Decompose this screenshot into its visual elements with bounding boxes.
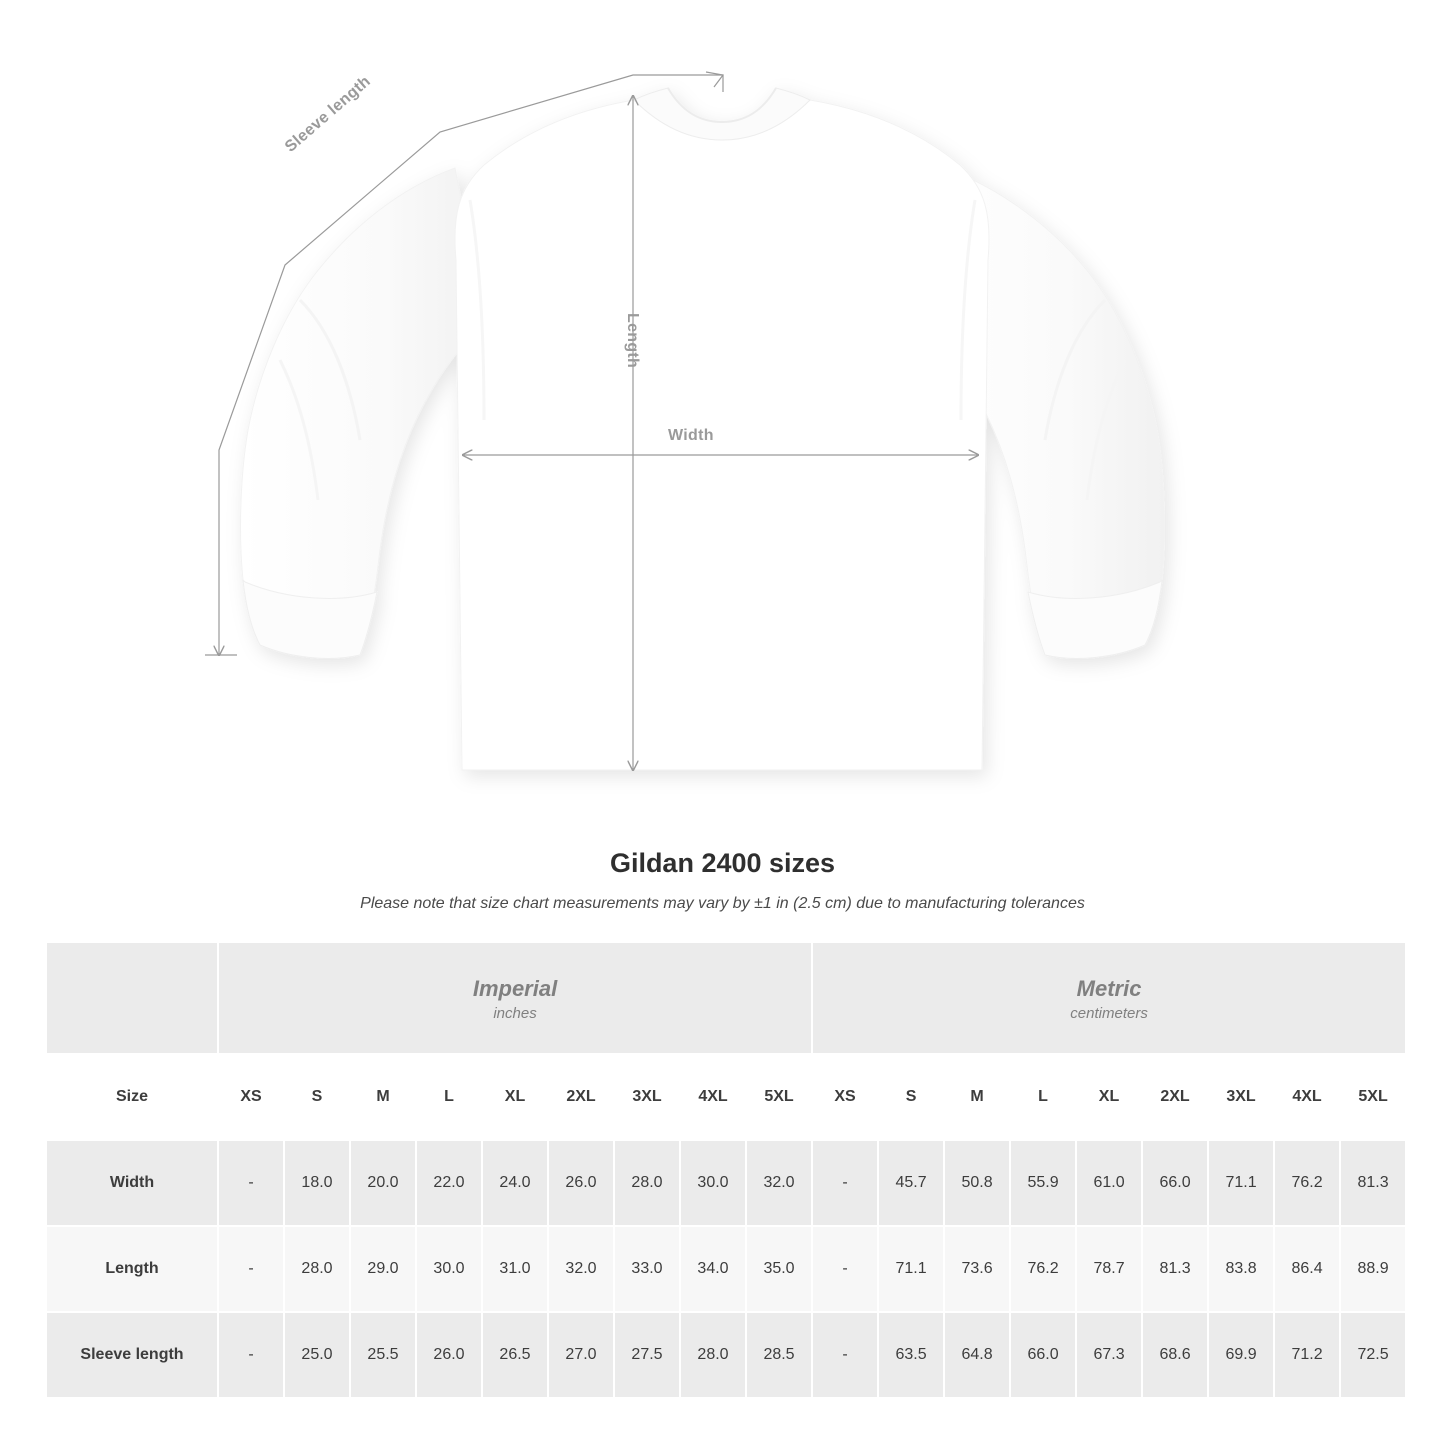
cell-width-imperial-3xl: 28.0 xyxy=(614,1140,680,1226)
cell-width-imperial-5xl: 32.0 xyxy=(746,1140,812,1226)
cell-sleeve-metric-xs: - xyxy=(812,1312,878,1398)
table-row xyxy=(46,1226,1406,1312)
cell-sleeve-imperial-3xl: 27.5 xyxy=(614,1312,680,1398)
unit-group-row xyxy=(46,942,1406,1054)
size-header-metric-2xl: 2XL xyxy=(1142,1054,1208,1140)
unit-group-metric-name: Metric xyxy=(1076,976,1142,1002)
page-title: Gildan 2400 sizes xyxy=(609,848,836,878)
cell-length-imperial-5xl: 35.0 xyxy=(746,1226,812,1312)
cell-width-imperial-4xl: 30.0 xyxy=(680,1140,746,1226)
cell-width-metric-4xl: 76.2 xyxy=(1274,1140,1340,1226)
cell-width-imperial-l: 22.0 xyxy=(416,1140,482,1226)
cell-width-metric-5xl: 81.3 xyxy=(1340,1140,1406,1226)
size-header-imperial-5xl: 5XL xyxy=(746,1054,812,1140)
cell-length-imperial-3xl: 33.0 xyxy=(614,1226,680,1312)
size-header-imperial-s: S xyxy=(284,1054,350,1140)
unit-group-imperial xyxy=(218,942,812,1054)
size-header-imperial-3xl: 3XL xyxy=(614,1054,680,1140)
cell-width-imperial-2xl: 26.0 xyxy=(548,1140,614,1226)
sleeve-length-measure-label: Sleeve length xyxy=(282,72,374,156)
size-header-metric-m: M xyxy=(944,1054,1010,1140)
cell-length-imperial-xs: - xyxy=(218,1226,284,1312)
size-header-imperial-4xl: 4XL xyxy=(680,1054,746,1140)
cell-sleeve-metric-4xl: 71.2 xyxy=(1274,1312,1340,1398)
unit-group-metric xyxy=(812,942,1406,1054)
size-header-label: Size xyxy=(46,1054,218,1140)
cell-length-metric-3xl: 83.8 xyxy=(1208,1226,1274,1312)
size-header-row xyxy=(46,1054,1406,1140)
cell-length-metric-xs: - xyxy=(812,1226,878,1312)
cell-length-imperial-l: 30.0 xyxy=(416,1226,482,1312)
cell-length-metric-4xl: 86.4 xyxy=(1274,1226,1340,1312)
cell-width-imperial-xl: 24.0 xyxy=(482,1140,548,1226)
cell-length-metric-l: 76.2 xyxy=(1010,1226,1076,1312)
cell-width-metric-2xl: 66.0 xyxy=(1142,1140,1208,1226)
cell-sleeve-imperial-5xl: 28.5 xyxy=(746,1312,812,1398)
table-row xyxy=(46,1140,1406,1226)
cell-width-imperial-xs: - xyxy=(218,1140,284,1226)
cell-sleeve-imperial-l: 26.0 xyxy=(416,1312,482,1398)
size-header-metric-xs: XS xyxy=(812,1054,878,1140)
size-header-imperial-l: L xyxy=(416,1054,482,1140)
cell-width-metric-m: 50.8 xyxy=(944,1140,1010,1226)
cell-sleeve-metric-xl: 67.3 xyxy=(1076,1312,1142,1398)
size-header-imperial-m: M xyxy=(350,1054,416,1140)
size-header-metric-5xl: 5XL xyxy=(1340,1054,1406,1140)
size-header-imperial-2xl: 2XL xyxy=(548,1054,614,1140)
cell-length-metric-m: 73.6 xyxy=(944,1226,1010,1312)
cell-width-metric-3xl: 71.1 xyxy=(1208,1140,1274,1226)
length-measure-label: Length xyxy=(624,313,641,369)
unit-group-imperial-name: Imperial xyxy=(472,976,558,1002)
width-measure-label: Width xyxy=(668,427,714,444)
unit-group-imperial-subtitle: inches xyxy=(493,1004,537,1022)
size-chart-table-wrapper xyxy=(45,941,1400,1399)
cell-width-metric-xs: - xyxy=(812,1140,878,1226)
cell-sleeve-imperial-2xl: 27.0 xyxy=(548,1312,614,1398)
cell-width-metric-xl: 61.0 xyxy=(1076,1140,1142,1226)
size-header-imperial-xl: XL xyxy=(482,1054,548,1140)
cell-width-imperial-s: 18.0 xyxy=(284,1140,350,1226)
cell-sleeve-imperial-xs: - xyxy=(218,1312,284,1398)
cell-length-imperial-xl: 31.0 xyxy=(482,1226,548,1312)
size-header-imperial-xs: XS xyxy=(218,1054,284,1140)
cell-width-imperial-m: 20.0 xyxy=(350,1140,416,1226)
cell-sleeve-metric-3xl: 69.9 xyxy=(1208,1312,1274,1398)
title-block xyxy=(0,848,1445,913)
cell-sleeve-metric-m: 64.8 xyxy=(944,1312,1010,1398)
row-label-sleeve-length: Sleeve length xyxy=(46,1312,218,1398)
cell-length-metric-2xl: 81.3 xyxy=(1142,1226,1208,1312)
cell-width-metric-l: 55.9 xyxy=(1010,1140,1076,1226)
row-label-length: Length xyxy=(46,1226,218,1312)
size-chart-table xyxy=(45,941,1407,1399)
cell-length-metric-xl: 78.7 xyxy=(1076,1226,1142,1312)
cell-length-metric-5xl: 88.9 xyxy=(1340,1226,1406,1312)
cell-length-imperial-2xl: 32.0 xyxy=(548,1226,614,1312)
size-header-metric-l: L xyxy=(1010,1054,1076,1140)
cell-length-imperial-4xl: 34.0 xyxy=(680,1226,746,1312)
unit-group-spacer xyxy=(46,942,218,1054)
cell-sleeve-imperial-s: 25.0 xyxy=(284,1312,350,1398)
cell-sleeve-metric-l: 66.0 xyxy=(1010,1312,1076,1398)
cell-width-metric-s: 45.7 xyxy=(878,1140,944,1226)
cell-sleeve-metric-2xl: 68.6 xyxy=(1142,1312,1208,1398)
tolerance-note: Please note that size chart measurements may vary by ±1 in (2.5 cm) due to manufacturing tolerances xyxy=(360,895,1085,912)
size-header-metric-4xl: 4XL xyxy=(1274,1054,1340,1140)
row-label-width: Width xyxy=(46,1140,218,1226)
size-header-metric-3xl: 3XL xyxy=(1208,1054,1274,1140)
cell-length-metric-s: 71.1 xyxy=(878,1226,944,1312)
cell-sleeve-imperial-m: 25.5 xyxy=(350,1312,416,1398)
cell-length-imperial-s: 28.0 xyxy=(284,1226,350,1312)
unit-group-metric-subtitle: centimeters xyxy=(1070,1004,1148,1022)
cell-length-imperial-m: 29.0 xyxy=(350,1226,416,1312)
size-header-metric-xl: XL xyxy=(1076,1054,1142,1140)
size-header-metric-s: S xyxy=(878,1054,944,1140)
cell-sleeve-imperial-xl: 26.5 xyxy=(482,1312,548,1398)
table-row xyxy=(46,1312,1406,1398)
cell-sleeve-metric-s: 63.5 xyxy=(878,1312,944,1398)
cell-sleeve-metric-5xl: 72.5 xyxy=(1340,1312,1406,1398)
cell-sleeve-imperial-4xl: 28.0 xyxy=(680,1312,746,1398)
